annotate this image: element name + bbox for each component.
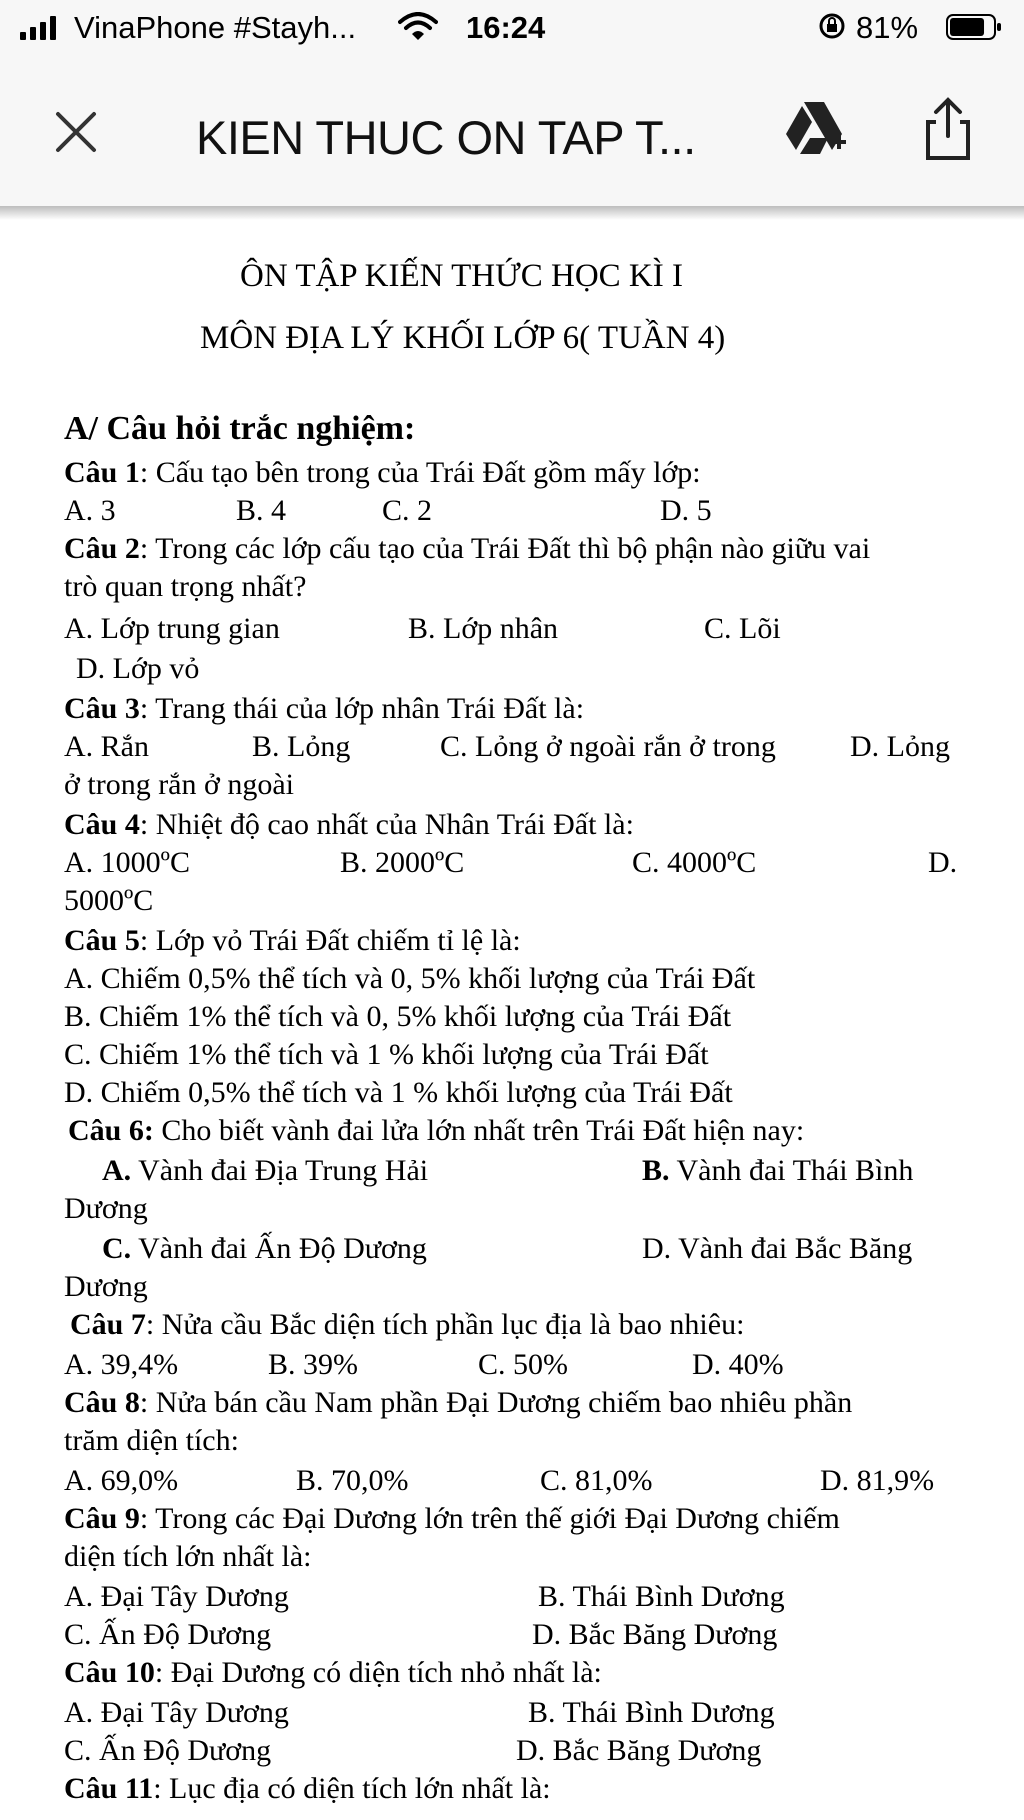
q3-option-b: B. Lỏng bbox=[252, 730, 351, 763]
battery-icon bbox=[946, 14, 1002, 40]
q7-option-b: B. 39% bbox=[268, 1348, 358, 1381]
q4-option-d: D. bbox=[928, 846, 958, 879]
q10-option-c: C. Ấn Độ Dương bbox=[64, 1734, 272, 1767]
carrier-name: VinaPhone #Stayh... bbox=[74, 10, 357, 45]
q3-option-c: C. Lỏng ở ngoài rắn ở trong bbox=[440, 730, 776, 763]
status-time: 16:24 bbox=[466, 10, 546, 45]
document-page bbox=[0, 220, 1024, 1820]
question-2-cont: trò quan trọng nhất? bbox=[64, 570, 307, 603]
close-icon[interactable] bbox=[54, 110, 98, 154]
q8-option-d: D. 81,9% bbox=[820, 1464, 935, 1497]
q6-option-c: C. Vành đai Ấn Độ Dương bbox=[102, 1232, 427, 1265]
question-9-cont: diện tích lớn nhất là: bbox=[64, 1540, 312, 1573]
q10-option-b: B. Thái Bình Dương bbox=[528, 1696, 775, 1729]
question-1: Câu 1: Cấu tạo bên trong của Trái Đất gồm mấy lớp: bbox=[64, 456, 701, 489]
q4-option-d-cont: 5000ºC bbox=[64, 884, 154, 917]
signal-icon bbox=[20, 16, 56, 40]
q3-option-d: D. Lỏng bbox=[850, 730, 950, 763]
share-icon[interactable] bbox=[924, 96, 972, 162]
q1-option-a: A. 3 bbox=[64, 494, 116, 527]
q7-option-d: D. 40% bbox=[692, 1348, 784, 1381]
q9-option-b: B. Thái Bình Dương bbox=[538, 1580, 785, 1613]
question-5: Câu 5: Lớp vỏ Trái Đất chiếm tỉ lệ là: bbox=[64, 924, 521, 957]
question-9: Câu 9: Trong các Đại Dương lớn trên thế giới Đại Dương chiếm bbox=[64, 1502, 840, 1535]
heading-2: MÔN ĐỊA LÝ KHỐI LỚP 6( TUẦN 4) bbox=[200, 320, 726, 356]
google-drive-add-icon[interactable] bbox=[784, 100, 850, 160]
viewer-header bbox=[0, 56, 1024, 206]
q4-option-a: A. 1000ºC bbox=[64, 846, 190, 879]
q7-option-c: C. 50% bbox=[478, 1348, 568, 1381]
wifi-icon bbox=[398, 12, 438, 42]
q8-option-b: B. 70,0% bbox=[296, 1464, 409, 1497]
q8-option-a: A. 69,0% bbox=[64, 1464, 179, 1497]
question-10: Câu 10: Đại Dương có diện tích nhỏ nhất là: bbox=[64, 1656, 602, 1689]
q10-option-d: D. Bắc Băng Dương bbox=[516, 1734, 762, 1767]
q5-option-c: C. Chiếm 1% thể tích và 1 % khối lượng của Trái Đất bbox=[64, 1038, 709, 1071]
q6-option-d: D. Vành đai Bắc Băng bbox=[642, 1232, 913, 1265]
q4-option-c: C. 4000ºC bbox=[632, 846, 757, 879]
rotation-lock-icon bbox=[818, 12, 846, 40]
q5-option-d: D. Chiếm 0,5% thể tích và 1 % khối lượng của Trái Đất bbox=[64, 1076, 733, 1109]
q1-option-b: B. 4 bbox=[236, 494, 287, 527]
question-2: Câu 2: Trong các lớp cấu tạo của Trái Đất thì bộ phận nào giữu vai bbox=[64, 532, 871, 565]
q2-option-c: C. Lõi bbox=[704, 612, 781, 645]
section-title: A/ Câu hỏi trắc nghiệm: bbox=[64, 410, 416, 447]
document-title: KIEN THUC ON TAP T... bbox=[196, 111, 696, 164]
q6-option-d-cont: Dương bbox=[64, 1270, 148, 1303]
heading-1: ÔN TẬP KIẾN THỨC HỌC KÌ I bbox=[240, 258, 683, 294]
q2-option-d: D. Lớp vỏ bbox=[76, 652, 200, 685]
q6-option-b-cont: Dương bbox=[64, 1192, 148, 1225]
question-3: Câu 3: Trang thái của lớp nhân Trái Đất là: bbox=[64, 692, 585, 725]
q4-option-b: B. 2000ºC bbox=[340, 846, 465, 879]
q5-option-a: A. Chiếm 0,5% thể tích và 0, 5% khối lượng của Trái Đất bbox=[64, 962, 756, 995]
q6-option-b: B. Vành đai Thái Bình bbox=[642, 1154, 914, 1187]
question-7: Câu 7: Nửa cầu Bắc diện tích phần lục địa là bao nhiêu: bbox=[70, 1308, 745, 1341]
q6-option-a: A. Vành đai Địa Trung Hải bbox=[102, 1154, 429, 1187]
q3-option-a: A. Rắn bbox=[64, 730, 149, 763]
q1-option-c: C. 2 bbox=[382, 494, 433, 527]
q7-option-a: A. 39,4% bbox=[64, 1348, 179, 1381]
q8-option-c: C. 81,0% bbox=[540, 1464, 653, 1497]
question-8: Câu 8: Nửa bán cầu Nam phần Đại Dương chiếm bao nhiêu phần bbox=[64, 1386, 853, 1419]
q9-option-c: C. Ấn Độ Dương bbox=[64, 1618, 272, 1651]
status-bar bbox=[0, 0, 1024, 56]
question-8-cont: trăm diện tích: bbox=[64, 1424, 239, 1457]
q2-option-b: B. Lớp nhân bbox=[408, 612, 559, 645]
question-6: Câu 6: Cho biết vành đai lửa lớn nhất trên Trái Đất hiện nay: bbox=[68, 1114, 805, 1147]
q10-option-a: A. Đại Tây Dương bbox=[64, 1696, 289, 1729]
q9-option-a: A. Đại Tây Dương bbox=[64, 1580, 289, 1613]
question-4: Câu 4: Nhiệt độ cao nhất của Nhân Trái Đất là: bbox=[64, 808, 634, 841]
question-11: Câu 11: Lục địa có diện tích lớn nhất là: bbox=[64, 1772, 551, 1805]
q3-option-d-cont: ở trong rắn ở ngoài bbox=[64, 768, 295, 801]
q1-option-d: D. 5 bbox=[660, 494, 712, 527]
q5-option-b: B. Chiếm 1% thể tích và 0, 5% khối lượng của Trái Đất bbox=[64, 1000, 732, 1033]
header-divider bbox=[0, 206, 1024, 220]
q9-option-d: D. Bắc Băng Dương bbox=[532, 1618, 778, 1651]
q2-option-a: A. Lớp trung gian bbox=[64, 612, 280, 645]
battery-percent: 81% bbox=[856, 10, 919, 45]
